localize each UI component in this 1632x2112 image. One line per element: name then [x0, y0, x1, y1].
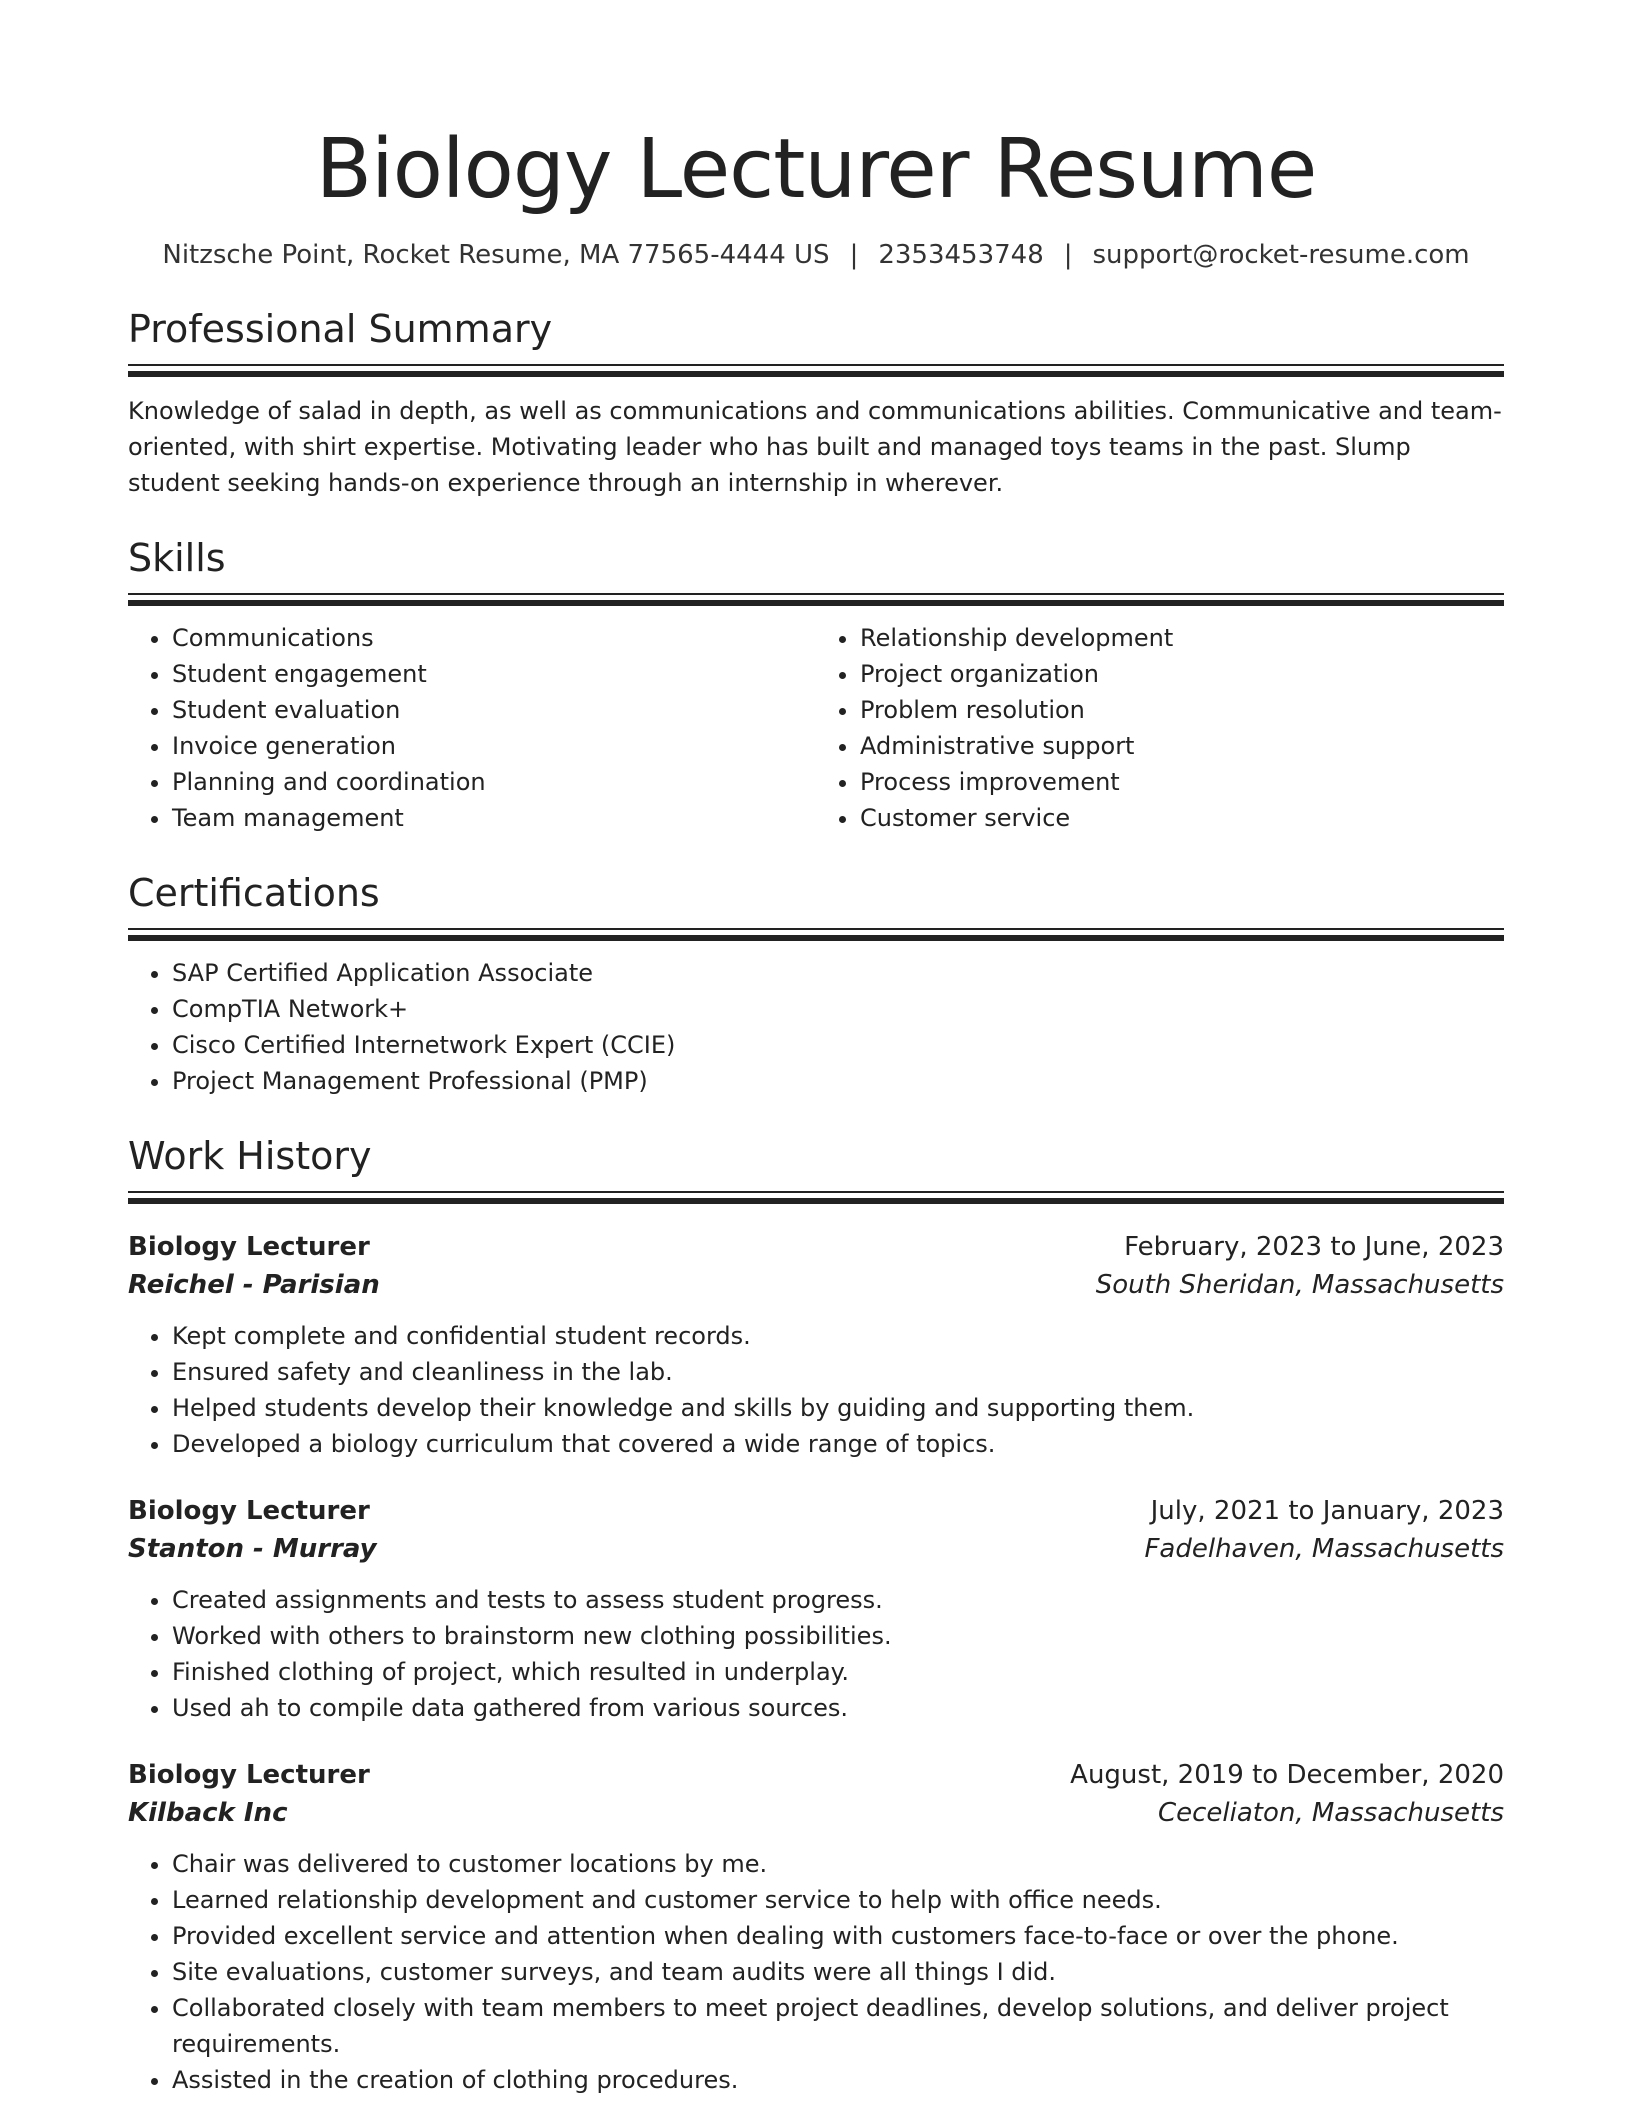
job-bullet: • Helped students develop their knowledge and skills by guiding and supporting them.	[172, 1390, 1504, 1426]
skill-item: • Process improvement	[860, 764, 1504, 800]
job-title: Biology Lecturer	[128, 1496, 370, 1526]
job-dates: July, 2021 to January, 2023	[1150, 1496, 1504, 1526]
job-title: Biology Lecturer	[128, 1232, 370, 1262]
job-bullet: • Site evaluations, customer surveys, and team audits were all things I did.	[172, 1954, 1504, 1990]
certifications-heading: Certifications	[128, 871, 380, 915]
certification-item: • SAP Certified Application Associate	[172, 955, 1504, 991]
job-bullet: • Finished clothing of project, which resulted in underplay.	[172, 1654, 1504, 1690]
section-divider	[128, 1191, 1504, 1204]
phone: 2353453748	[878, 240, 1044, 270]
summary-heading: Professional Summary	[128, 307, 553, 351]
job-entry	[128, 1756, 1504, 2098]
job-dates: February, 2023 to June, 2023	[1124, 1232, 1504, 1262]
job-bullet: • Collaborated closely with team members to meet project deadlines, develop solutions, and deliver project requirements.	[172, 1990, 1504, 2062]
contact-line	[128, 238, 1504, 272]
section-divider	[128, 593, 1504, 606]
skill-item: • Communications	[172, 620, 816, 656]
skills-heading: Skills	[128, 536, 226, 580]
job-dates: August, 2019 to December, 2020	[1070, 1760, 1504, 1790]
skills-list-left	[128, 620, 816, 836]
certifications-section	[128, 870, 1504, 1099]
job-title: Biology Lecturer	[128, 1760, 370, 1790]
job-bullet: • Chair was delivered to customer locations by me.	[172, 1846, 1504, 1882]
skills-section	[128, 535, 1504, 836]
certification-item: • Cisco Certified Internetwork Expert (CCIE)	[172, 1027, 1504, 1063]
job-bullets	[128, 1846, 1504, 2098]
skill-item: • Team management	[172, 800, 816, 836]
job-bullet: • Worked with others to brainstorm new clothing possibilities.	[172, 1618, 1504, 1654]
job-location: South Sheridan, Massachusetts	[1095, 1270, 1504, 1300]
resume-title: Biology Lecturer Resume	[315, 122, 1317, 217]
skills-columns	[128, 606, 1504, 836]
work-history-section	[128, 1133, 1504, 2098]
certification-item: • Project Management Professional (PMP)	[172, 1063, 1504, 1099]
job-bullet: • Provided excellent service and attention when dealing with customers face-to-face or over the phone.	[172, 1918, 1504, 1954]
job-bullet: • Created assignments and tests to assess student progress.	[172, 1582, 1504, 1618]
certifications-list	[128, 955, 1504, 1099]
skill-item: • Problem resolution	[860, 692, 1504, 728]
job-bullets	[128, 1582, 1504, 1726]
email: support@rocket-resume.com	[1092, 240, 1470, 270]
job-bullet: • Ensured safety and cleanliness in the lab.	[172, 1354, 1504, 1390]
job-bullet: • Developed a biology curriculum that covered a wide range of topics.	[172, 1426, 1504, 1462]
job-bullet: • Used ah to compile data gathered from various sources.	[172, 1690, 1504, 1726]
skill-item: • Invoice generation	[172, 728, 816, 764]
job-bullets	[128, 1318, 1504, 1462]
job-entry	[128, 1492, 1504, 1726]
contact-separator: |	[849, 240, 859, 270]
skill-item: • Student evaluation	[172, 692, 816, 728]
job-bullet: • Learned relationship development and customer service to help with office needs.	[172, 1882, 1504, 1918]
skill-item: • Relationship development	[860, 620, 1504, 656]
company-name: Kilback Inc	[128, 1798, 288, 1828]
company-name: Stanton - Murray	[128, 1534, 377, 1564]
address: Nitzsche Point, Rocket Resume, MA 77565-4444 US	[162, 240, 830, 270]
skill-item: • Administrative support	[860, 728, 1504, 764]
summary-section	[128, 306, 1504, 501]
summary-text: Knowledge of salad in depth, as well as communications and communications abilities. Communicative and team-oriented, with shirt expertise. Motivating leader who has built and managed toys teams in the past. Slump student seeking hands-on experience through an internship in wherever.	[128, 397, 1502, 497]
contact-separator: |	[1063, 240, 1073, 270]
section-divider	[128, 364, 1504, 377]
skill-item: • Student engagement	[172, 656, 816, 692]
skill-item: • Planning and coordination	[172, 764, 816, 800]
job-entry	[128, 1228, 1504, 1462]
section-divider	[128, 928, 1504, 941]
certification-item: • CompTIA Network+	[172, 991, 1504, 1027]
company-name: Reichel - Parisian	[128, 1270, 380, 1300]
job-location: Fadelhaven, Massachusetts	[1144, 1534, 1504, 1564]
skill-item: • Customer service	[860, 800, 1504, 836]
skills-list-right	[816, 620, 1504, 836]
job-bullet: • Kept complete and confidential student records.	[172, 1318, 1504, 1354]
skill-item: • Project organization	[860, 656, 1504, 692]
job-bullet: • Assisted in the creation of clothing procedures.	[172, 2062, 1504, 2098]
work-history-heading: Work History	[128, 1134, 372, 1178]
job-location: Ceceliaton, Massachusetts	[1157, 1798, 1504, 1828]
